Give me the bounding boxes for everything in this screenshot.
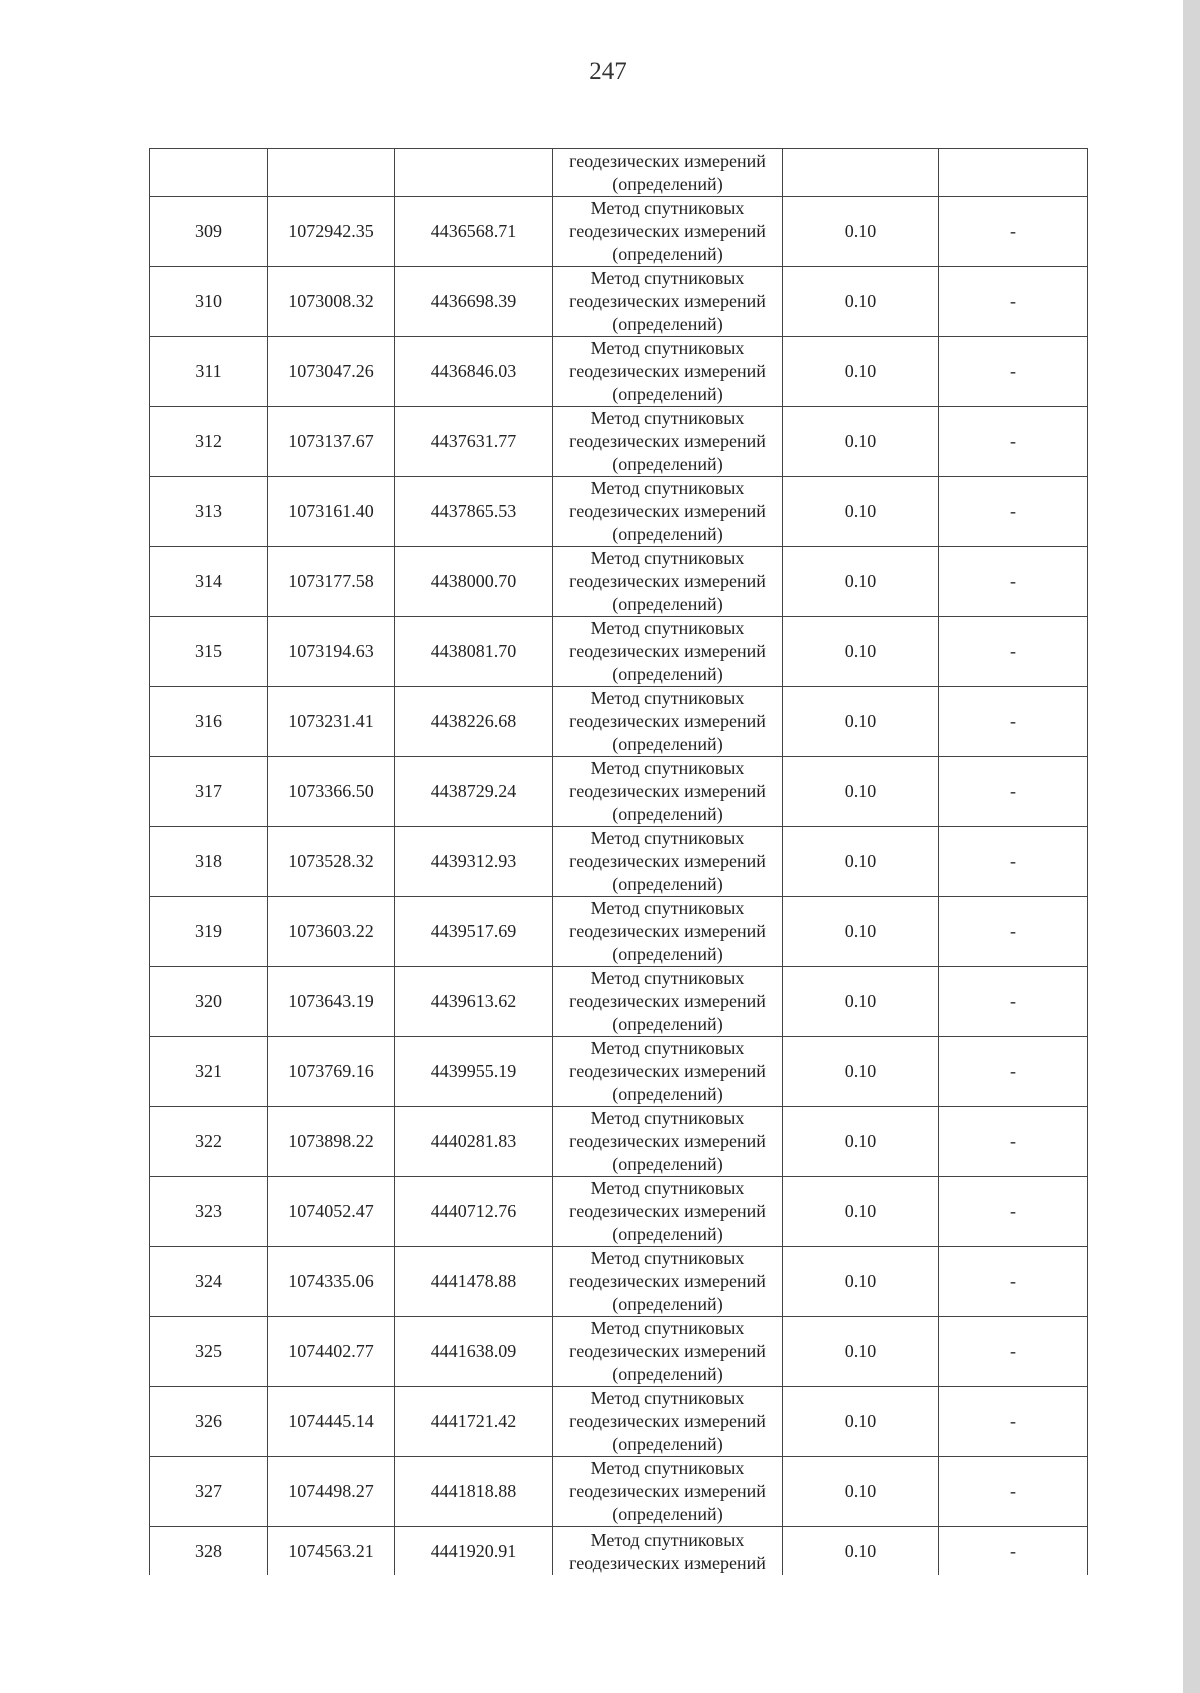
table-row — [150, 1527, 1088, 1576]
method-line: Метод спутниковых — [590, 688, 745, 708]
method-line: геодезических измерений — [569, 150, 766, 171]
table-row — [150, 757, 1088, 827]
method-line: (определений) — [612, 314, 723, 334]
method-line: (определений) — [612, 173, 723, 194]
method-line: (определений) — [612, 734, 723, 754]
method-line: геодезических измерений — [569, 221, 766, 241]
table-row — [150, 407, 1088, 477]
method-line: (определений) — [612, 664, 723, 684]
cell-method — [553, 757, 783, 827]
cell-y: 4438729.24 — [395, 757, 553, 827]
cell-method — [553, 197, 783, 267]
method-line: Метод спутниковых — [590, 1530, 745, 1550]
cell-x: 1074335.06 — [268, 1247, 395, 1317]
method-line: геодезических измерений — [569, 1061, 766, 1081]
cell-accuracy: 0.10 — [783, 197, 939, 267]
cell-x: 1073008.32 — [268, 267, 395, 337]
method-line: Метод спутниковых — [590, 198, 745, 218]
cell-note: - — [939, 1387, 1088, 1457]
cell-method — [553, 1107, 783, 1177]
cell-note: - — [939, 1527, 1088, 1576]
table-row — [150, 1037, 1088, 1107]
cell-y: 4437865.53 — [395, 477, 553, 547]
cell-method — [553, 1177, 783, 1247]
cell-note: - — [939, 617, 1088, 687]
method-line: геодезических измерений — [569, 1201, 766, 1221]
cell-y: 4439955.19 — [395, 1037, 553, 1107]
cell-x: 1074445.14 — [268, 1387, 395, 1457]
method-line: Метод спутниковых — [590, 408, 745, 428]
cell-x: 1073603.22 — [268, 897, 395, 967]
cell-note: - — [939, 967, 1088, 1037]
cell-x: 1074498.27 — [268, 1457, 395, 1527]
cell-y: 4441478.88 — [395, 1247, 553, 1317]
cell-x: 1072942.35 — [268, 197, 395, 267]
cell-num: 320 — [150, 967, 268, 1037]
method-line: Метод спутниковых — [590, 268, 745, 288]
cell-x: 1073194.63 — [268, 617, 395, 687]
cell-num: 328 — [150, 1527, 268, 1576]
cell-x — [268, 149, 395, 197]
method-line: (определений) — [612, 594, 723, 614]
method-line: (определений) — [612, 804, 723, 824]
cell-accuracy — [783, 149, 939, 197]
cell-x: 1074052.47 — [268, 1177, 395, 1247]
cell-accuracy: 0.10 — [783, 1247, 939, 1317]
cell-x: 1073643.19 — [268, 967, 395, 1037]
cell-method — [553, 1247, 783, 1317]
cell-num: 326 — [150, 1387, 268, 1457]
cell-y: 4440281.83 — [395, 1107, 553, 1177]
table-row — [150, 617, 1088, 687]
method-line: (определений) — [612, 1364, 723, 1384]
cell-num: 323 — [150, 1177, 268, 1247]
cell-y: 4439517.69 — [395, 897, 553, 967]
cell-y: 4437631.77 — [395, 407, 553, 477]
cell-method — [553, 1387, 783, 1457]
cell-accuracy: 0.10 — [783, 407, 939, 477]
table-row — [150, 1247, 1088, 1317]
cell-y: 4436568.71 — [395, 197, 553, 267]
method-line: геодезических измерений — [569, 921, 766, 941]
method-line: Метод спутниковых — [590, 338, 745, 358]
cell-accuracy: 0.10 — [783, 967, 939, 1037]
cell-num: 316 — [150, 687, 268, 757]
cell-y: 4441920.91 — [395, 1527, 553, 1576]
method-line: Метод спутниковых — [590, 898, 745, 918]
cell-method — [553, 1037, 783, 1107]
cell-x: 1074563.21 — [268, 1527, 395, 1576]
method-line: (определений) — [612, 524, 723, 544]
method-line: (определений) — [612, 384, 723, 404]
method-line: геодезических измерений — [569, 641, 766, 661]
cell-y: 4438000.70 — [395, 547, 553, 617]
table-row — [150, 547, 1088, 617]
cell-note: - — [939, 1247, 1088, 1317]
cell-num: 324 — [150, 1247, 268, 1317]
cell-num: 311 — [150, 337, 268, 407]
method-line: Метод спутниковых — [590, 1388, 745, 1408]
cell-y: 4439312.93 — [395, 827, 553, 897]
cell-y: 4436698.39 — [395, 267, 553, 337]
cell-method — [553, 967, 783, 1037]
method-line: Метод спутниковых — [590, 1178, 745, 1198]
method-line: Метод спутниковых — [590, 548, 745, 568]
cell-num — [150, 149, 268, 197]
cell-method — [553, 687, 783, 757]
table-row — [150, 1107, 1088, 1177]
cell-note: - — [939, 1457, 1088, 1527]
cell-x: 1073231.41 — [268, 687, 395, 757]
cell-method — [553, 337, 783, 407]
cell-y: 4436846.03 — [395, 337, 553, 407]
table-row — [150, 897, 1088, 967]
cell-num: 319 — [150, 897, 268, 967]
cell-y: 4440712.76 — [395, 1177, 553, 1247]
cell-num: 318 — [150, 827, 268, 897]
method-line: (определений) — [612, 1014, 723, 1034]
table-row — [150, 1457, 1088, 1527]
cell-method — [553, 617, 783, 687]
method-line: геодезических измерений — [569, 711, 766, 731]
cell-note: - — [939, 757, 1088, 827]
cell-note: - — [939, 687, 1088, 757]
coordinates-table — [149, 148, 1088, 1575]
cell-note: - — [939, 1177, 1088, 1247]
cell-num: 327 — [150, 1457, 268, 1527]
cell-accuracy: 0.10 — [783, 267, 939, 337]
method-line: геодезических измерений — [569, 291, 766, 311]
method-line: Метод спутниковых — [590, 828, 745, 848]
method-line: Метод спутниковых — [590, 968, 745, 988]
cell-accuracy: 0.10 — [783, 687, 939, 757]
cell-y: 4438226.68 — [395, 687, 553, 757]
method-line: Метод спутниковых — [590, 1458, 745, 1478]
method-line: геодезических измерений — [569, 851, 766, 871]
cell-note: - — [939, 267, 1088, 337]
cell-method — [553, 477, 783, 547]
method-line: (определений) — [612, 1294, 723, 1314]
cell-method — [553, 1457, 783, 1527]
method-line: Метод спутниковых — [590, 478, 745, 498]
cell-note: - — [939, 337, 1088, 407]
table-row — [150, 1317, 1088, 1387]
method-line: геодезических измерений — [569, 1553, 766, 1573]
cell-accuracy: 0.10 — [783, 1177, 939, 1247]
cell-note: - — [939, 897, 1088, 967]
method-line: геодезических измерений — [569, 1271, 766, 1291]
cell-accuracy: 0.10 — [783, 897, 939, 967]
method-line: (определений) — [612, 1434, 723, 1454]
method-line: Метод спутниковых — [590, 1108, 745, 1128]
cell-note: - — [939, 477, 1088, 547]
cell-accuracy: 0.10 — [783, 1527, 939, 1576]
cell-num: 309 — [150, 197, 268, 267]
method-line: геодезических измерений — [569, 431, 766, 451]
method-line: (определений) — [612, 244, 723, 264]
cell-y: 4439613.62 — [395, 967, 553, 1037]
cell-y: 4441638.09 — [395, 1317, 553, 1387]
cell-num: 322 — [150, 1107, 268, 1177]
table-row — [150, 197, 1088, 267]
method-line: (определений) — [612, 454, 723, 474]
table-row — [150, 267, 1088, 337]
cell-x: 1073177.58 — [268, 547, 395, 617]
cell-x: 1073528.32 — [268, 827, 395, 897]
table-row — [150, 967, 1088, 1037]
cell-y: 4438081.70 — [395, 617, 553, 687]
cell-num: 312 — [150, 407, 268, 477]
method-line: геодезических измерений — [569, 781, 766, 801]
cell-method — [553, 267, 783, 337]
cell-num: 321 — [150, 1037, 268, 1107]
table-row — [150, 1177, 1088, 1247]
cell-x: 1073137.67 — [268, 407, 395, 477]
cell-note: - — [939, 197, 1088, 267]
cell-y: 4441721.42 — [395, 1387, 553, 1457]
method-line: Метод спутниковых — [590, 1038, 745, 1058]
method-line: Метод спутниковых — [590, 758, 745, 778]
cell-note: - — [939, 547, 1088, 617]
cell-num: 325 — [150, 1317, 268, 1387]
cell-note: - — [939, 1037, 1088, 1107]
cell-note: - — [939, 1107, 1088, 1177]
cell-note: - — [939, 827, 1088, 897]
cell-method — [553, 149, 783, 197]
method-line: (определений) — [612, 1084, 723, 1104]
method-line: геодезических измерений — [569, 991, 766, 1011]
cell-x: 1073366.50 — [268, 757, 395, 827]
cell-accuracy: 0.10 — [783, 1037, 939, 1107]
cell-accuracy: 0.10 — [783, 1457, 939, 1527]
cell-accuracy: 0.10 — [783, 1107, 939, 1177]
table-row — [150, 337, 1088, 407]
method-line: (определений) — [612, 874, 723, 894]
method-line: Метод спутниковых — [590, 618, 745, 638]
cell-method — [553, 827, 783, 897]
cell-x: 1073047.26 — [268, 337, 395, 407]
method-line: (определений) — [612, 944, 723, 964]
cell-note — [939, 149, 1088, 197]
page-number: 247 — [589, 58, 627, 85]
cell-accuracy: 0.10 — [783, 827, 939, 897]
cell-num: 315 — [150, 617, 268, 687]
method-line: геодезических измерений — [569, 1481, 766, 1501]
cell-num: 314 — [150, 547, 268, 617]
method-line: (определений) — [612, 1154, 723, 1174]
cell-method — [553, 897, 783, 967]
cell-accuracy: 0.10 — [783, 547, 939, 617]
cell-accuracy: 0.10 — [783, 757, 939, 827]
cell-method — [553, 407, 783, 477]
cell-y: 4441818.88 — [395, 1457, 553, 1527]
cell-accuracy: 0.10 — [783, 1387, 939, 1457]
cell-accuracy: 0.10 — [783, 337, 939, 407]
table-row — [150, 1387, 1088, 1457]
method-line: геодезических измерений — [569, 1411, 766, 1431]
method-line: геодезических измерений — [569, 1341, 766, 1361]
cell-y — [395, 149, 553, 197]
method-line: (определений) — [612, 1224, 723, 1244]
method-line: геодезических измерений — [569, 361, 766, 381]
method-line: геодезических измерений — [569, 501, 766, 521]
cell-note: - — [939, 407, 1088, 477]
table-row — [150, 827, 1088, 897]
cell-x: 1073769.16 — [268, 1037, 395, 1107]
continuation-row — [150, 149, 1088, 197]
method-line: геодезических измерений — [569, 1131, 766, 1151]
cell-note: - — [939, 1317, 1088, 1387]
cell-x: 1073161.40 — [268, 477, 395, 547]
table-row — [150, 687, 1088, 757]
cell-accuracy: 0.10 — [783, 1317, 939, 1387]
method-line: (определений) — [612, 1504, 723, 1524]
cell-num: 313 — [150, 477, 268, 547]
cell-accuracy: 0.10 — [783, 477, 939, 547]
method-line: Метод спутниковых — [590, 1318, 745, 1338]
cell-num: 317 — [150, 757, 268, 827]
cell-method — [553, 1527, 783, 1576]
cell-accuracy: 0.10 — [783, 617, 939, 687]
cell-x: 1073898.22 — [268, 1107, 395, 1177]
cell-num: 310 — [150, 267, 268, 337]
method-line: геодезических измерений — [569, 571, 766, 591]
method-line: Метод спутниковых — [590, 1248, 745, 1268]
cell-method — [553, 547, 783, 617]
scan-edge-strip — [1183, 0, 1200, 1693]
cell-method — [553, 1317, 783, 1387]
cell-x: 1074402.77 — [268, 1317, 395, 1387]
table-row — [150, 477, 1088, 547]
